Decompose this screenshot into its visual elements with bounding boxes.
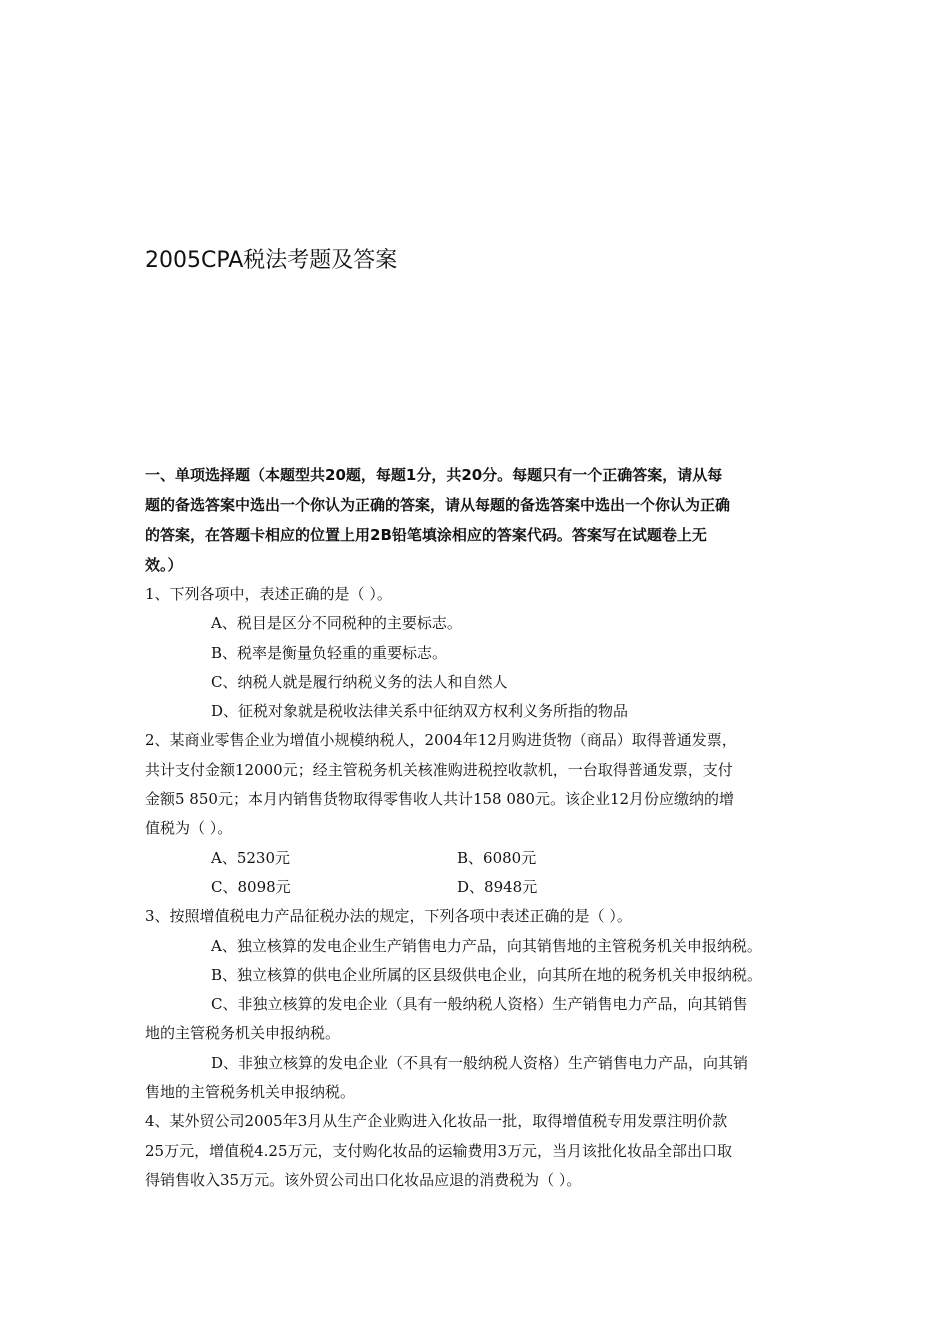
document-title: 2005CPA税法考题及答案	[145, 248, 398, 273]
question-4	[145, 1107, 825, 1195]
section-heading-line: 一、单项选择题（本题型共20题，每题1分，共20分。每题只有一个正确答案，请从每	[145, 466, 723, 484]
question-1-stem: 1、下列各项中，表述正确的是（ ）。	[145, 585, 392, 603]
question-2-option-d: D、8948元	[457, 877, 538, 896]
question-2-options-row-2	[145, 873, 825, 902]
question-2-stem-line: 金额5 850元；本月内销售货物取得零售收人共计158 080元。该企业12月份应缴纳的增	[145, 790, 735, 809]
question-3-option-d-continued: 售地的主管税务机关申报纳税。	[145, 1083, 356, 1102]
section-heading-line: 题的备选答案中选出一个你认为正确的答案，请从每题的备选答案中选出一个你认为正确	[145, 496, 731, 514]
question-1-option-a: A、税目是区分不同税种的主要标志。	[211, 614, 462, 633]
section-heading-line: 效。）	[145, 556, 183, 574]
question-3-option-c-continued: 地的主管税务机关申报纳税。	[145, 1024, 341, 1043]
question-2-options-row-1	[145, 844, 825, 873]
question-4-stem-line: 4、某外贸公司2005年3月从生产企业购进入化妆品一批，取得增值税专用发票注明价款	[145, 1112, 728, 1131]
question-4-stem-line: 25万元，增值税4.25万元，支付购化妆品的运输费用3万元，当月该批化妆品全部出口取	[145, 1141, 733, 1160]
question-4-stem-line: 得销售收入35万元。该外贸公司出口化妆品应退的消费税为（ ）。	[145, 1170, 582, 1189]
question-2	[145, 726, 825, 902]
section-heading	[145, 460, 825, 580]
question-1	[145, 580, 825, 726]
question-1-option-b: B、税率是衡量负轻重的重要标志。	[211, 643, 448, 662]
question-2-option-b: B、6080元	[457, 848, 537, 867]
question-1-option-c: C、纳税人就是履行纳税义务的法人和自然人	[211, 672, 508, 691]
question-1-option-d: D、征税对象就是税收法律关系中征纳双方权利义务所指的物品	[211, 702, 629, 721]
question-2-stem-line: 2、某商业零售企业为增值小规模纳税人，2004年12月购进货物（商品）取得普通发票，	[145, 731, 737, 750]
question-3-option-c: C、非独立核算的发电企业（具有一般纳税人资格）生产销售电力产品，向其销售	[211, 995, 748, 1014]
question-2-stem-line: 共计支付金额12000元；经主管税务机关核准购进税控收款机，一台取得普通发票，支付	[145, 760, 733, 779]
question-2-option-a: A、5230元	[211, 848, 291, 867]
question-3-option-a: A、独立核算的发电企业生产销售电力产品，向其销售地的主管税务机关申报纳税。	[211, 936, 762, 955]
question-2-option-c: C、8098元	[211, 877, 291, 896]
question-3-stem: 3、按照增值税电力产品征税办法的规定，下列各项中表述正确的是（ ）。	[145, 907, 632, 926]
question-3-option-b: B、独立核算的供电企业所属的区县级供电企业，向其所在地的税务机关申报纳税。	[211, 965, 763, 984]
question-3-option-d: D、非独立核算的发电企业（不具有一般纳税人资格）生产销售电力产品，向其销	[211, 1053, 749, 1072]
exam-content	[145, 460, 825, 1195]
section-heading-line: 的答案，在答题卡相应的位置上用2B铅笔填涂相应的答案代码。答案写在试题卷上无	[145, 526, 707, 544]
question-2-stem-line: 值税为（ ）。	[145, 819, 233, 838]
question-3	[145, 902, 825, 1107]
